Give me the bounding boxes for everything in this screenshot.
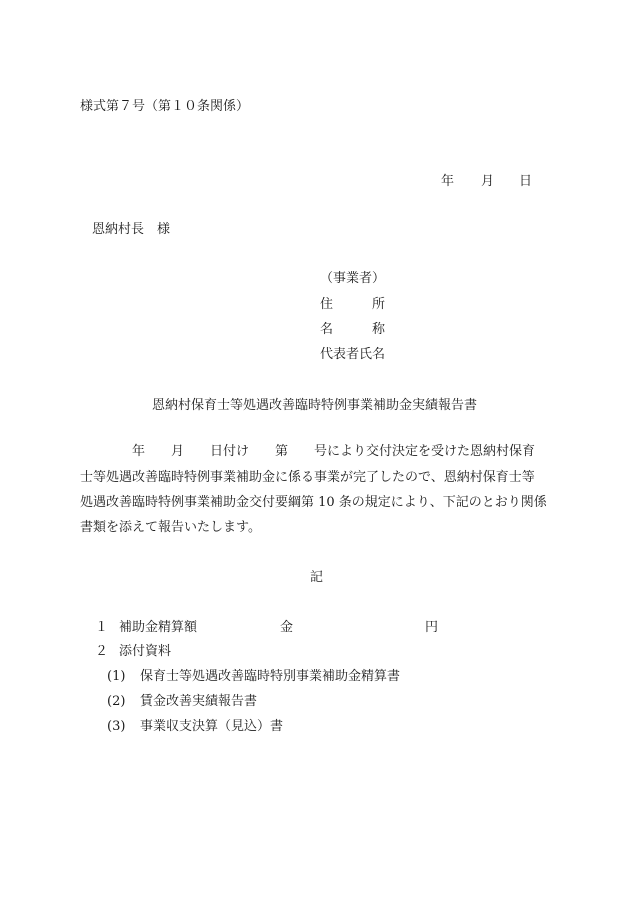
date-month: 月 [481,174,495,189]
ki-heading: 記 [310,570,324,585]
attachment-number: (2) [107,694,126,709]
body-line: 書類を添えて報告いたします。 [80,520,261,535]
attachment-number: (1) [107,669,126,684]
applicant-address-label: 住 所 [320,297,386,312]
attachment-label: 賃金改善実績報告書 [140,694,258,709]
item-number: １ [95,620,109,635]
item-label: 添付資料 [119,644,172,659]
attachment-number: (3) [107,719,126,734]
amount-en: 円 [425,620,439,635]
applicant-representative-label: 代表者氏名 [320,347,386,362]
applicant-heading: （事業者） [320,271,386,286]
document-title: 恩納村保育士等処遇改善臨時特例事業補助金実績報告書 [152,398,478,413]
body-line: 年 月 日付け 第 号により交付決定を受けた恩納村保育 [80,444,536,459]
item-number: ２ [95,644,109,659]
attachment-label: 事業収支決算（見込）書 [140,719,284,734]
date-day: 日 [519,174,533,189]
item-label: 補助金精算額 [119,620,198,635]
amount-kin: 金 [280,620,294,635]
attachment-label: 保育士等処遇改善臨時特別事業補助金精算書 [140,669,401,684]
date-year: 年 [441,174,455,189]
body-line: 士等処遇改善臨時特例事業補助金に係る事業が完了したので、恩納村保育士等 [80,470,535,485]
addressee: 恩納村長 様 [92,222,171,237]
applicant-name-label: 名 称 [320,322,386,337]
body-line: 処遇改善臨時特例事業補助金交付要綱第 10 条の規定により、下記のとおり関係 [80,495,547,510]
form-number: 様式第７号（第１０条関係） [80,99,250,114]
